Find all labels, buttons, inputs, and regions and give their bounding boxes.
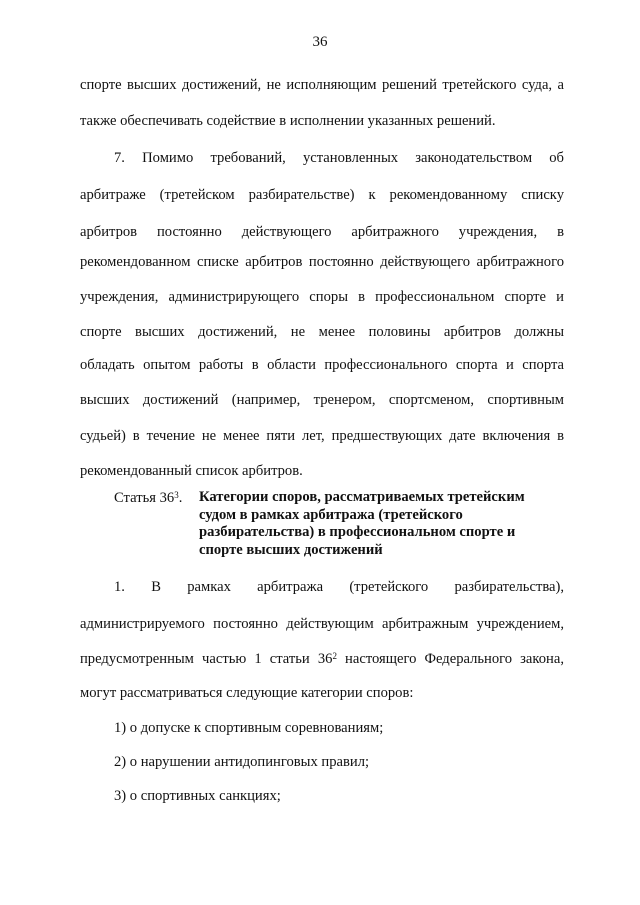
paragraph-1-line: предусмотренным частью 1 статьи $36^2$ настоящего Федерального закона, <box>80 651 564 667</box>
article-title-line: спорте высших достижений <box>199 541 383 558</box>
article-title-line: судом в рамках арбитража (третейского <box>199 506 463 523</box>
paragraph-7-line: арбитраже (третейском разбирательстве) к рекомендованному списку <box>80 187 564 203</box>
list-item: 2) о нарушении антидопинговых правил; <box>114 754 370 770</box>
paragraph-7-line: 7. Помимо требований, установленных законодательством об <box>114 150 564 166</box>
paragraph-7-line: судьей) в течение не менее пяти лет, предшествующих дате включения в <box>80 428 564 444</box>
article-title-line: Категории споров, рассматриваемых третейским <box>199 489 525 505</box>
text-line: спорте высших достижений, не исполняющим решений третейского суда, а <box>80 77 564 93</box>
paragraph-7-line: арбитров постоянно действующего арбитражного учреждения, в <box>80 224 564 240</box>
paragraph-1-line: могут рассматриваться следующие категории споров: <box>80 685 414 701</box>
list-item: 3) о спортивных санкциях; <box>114 788 281 804</box>
text-line: также обеспечивать содействие в исполнении указанных решений. <box>80 113 496 129</box>
list-item: 1) о допуске к спортивным соревнованиям; <box>114 720 384 736</box>
paragraph-7-line: учреждения, администрирующего споры в профессиональном спорте и <box>80 289 564 305</box>
paragraph-7-line: рекомендованный список арбитров. <box>80 463 303 479</box>
paragraph-1-line: администрируемого постоянно действующим арбитражным учреждением, <box>80 616 564 632</box>
paragraph-7-line: высших достижений (например, тренером, спортсменом, спортивным <box>80 392 564 408</box>
article-title <box>199 489 564 559</box>
page-number: 36 <box>312 34 328 50</box>
paragraph-7-line: спорте высших достижений, не менее половины арбитров должны <box>80 324 564 340</box>
article-title-line: разбирательства) в профессиональном спорте и <box>199 524 516 541</box>
paragraph-7-line: обладать опытом работы в области профессионального спорта и спорта <box>80 357 564 373</box>
paragraph-7-line: рекомендованном списке арбитров постоянно действующего арбитражного <box>80 254 564 270</box>
paragraph-1-line: 1. В рамках арбитража (третейского разбирательства), <box>114 579 564 595</box>
article-label: Статья $36^3$. <box>114 490 183 506</box>
